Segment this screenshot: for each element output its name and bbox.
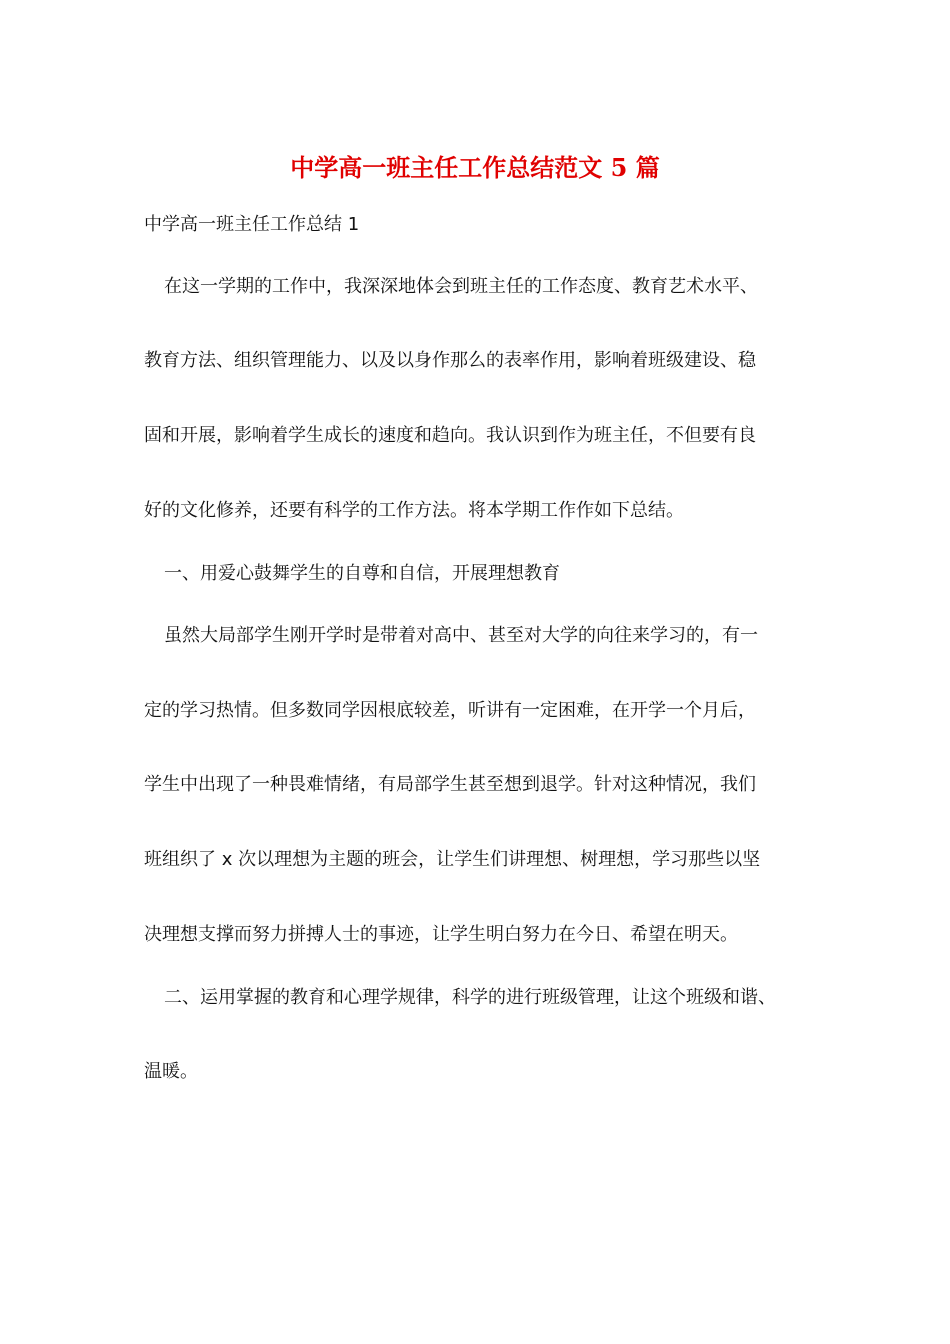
paragraph-line: 虽然大局部学生刚开学时是带着对高中、甚至对大学的向往来学习的，有一 <box>164 625 758 646</box>
paragraph-line: 教育方法、组织管理能力、以及以身作那么的表率作用，影响着班级建设、稳 <box>144 350 756 371</box>
section-heading: 二、运用掌握的教育和心理学规律，科学的进行班级管理，让这个班级和谐、 <box>164 987 776 1008</box>
section-heading: 中学高一班主任工作总结 1 <box>144 214 360 235</box>
paragraph-line: 好的文化修养，还要有科学的工作方法。将本学期工作作如下总结。 <box>144 500 684 521</box>
paragraph-line: 温暖。 <box>144 1061 198 1082</box>
paragraph-line: 固和开展，影响着学生成长的速度和趋向。我认识到作为班主任，不但要有良 <box>144 425 756 446</box>
paragraph-line: 定的学习热情。但多数同学因根底较差，听讲有一定困难，在开学一个月后， <box>144 700 756 721</box>
paragraph-line: 在这一学期的工作中，我深深地体会到班主任的工作态度、教育艺术水平、 <box>164 276 758 297</box>
paragraph-line: 学生中出现了一种畏难情绪，有局部学生甚至想到退学。针对这种情况，我们 <box>144 774 756 795</box>
paragraph-line: 班组织了 x 次以理想为主题的班会，让学生们讲理想、树理想，学习那些以坚 <box>144 849 761 870</box>
document-title: 中学高一班主任工作总结范文 5 篇 <box>290 153 660 182</box>
paragraph-line: 决理想支撑而努力拼搏人士的事迹，让学生明白努力在今日、希望在明天。 <box>144 924 738 945</box>
section-heading: 一、用爱心鼓舞学生的自尊和自信，开展理想教育 <box>164 563 560 584</box>
